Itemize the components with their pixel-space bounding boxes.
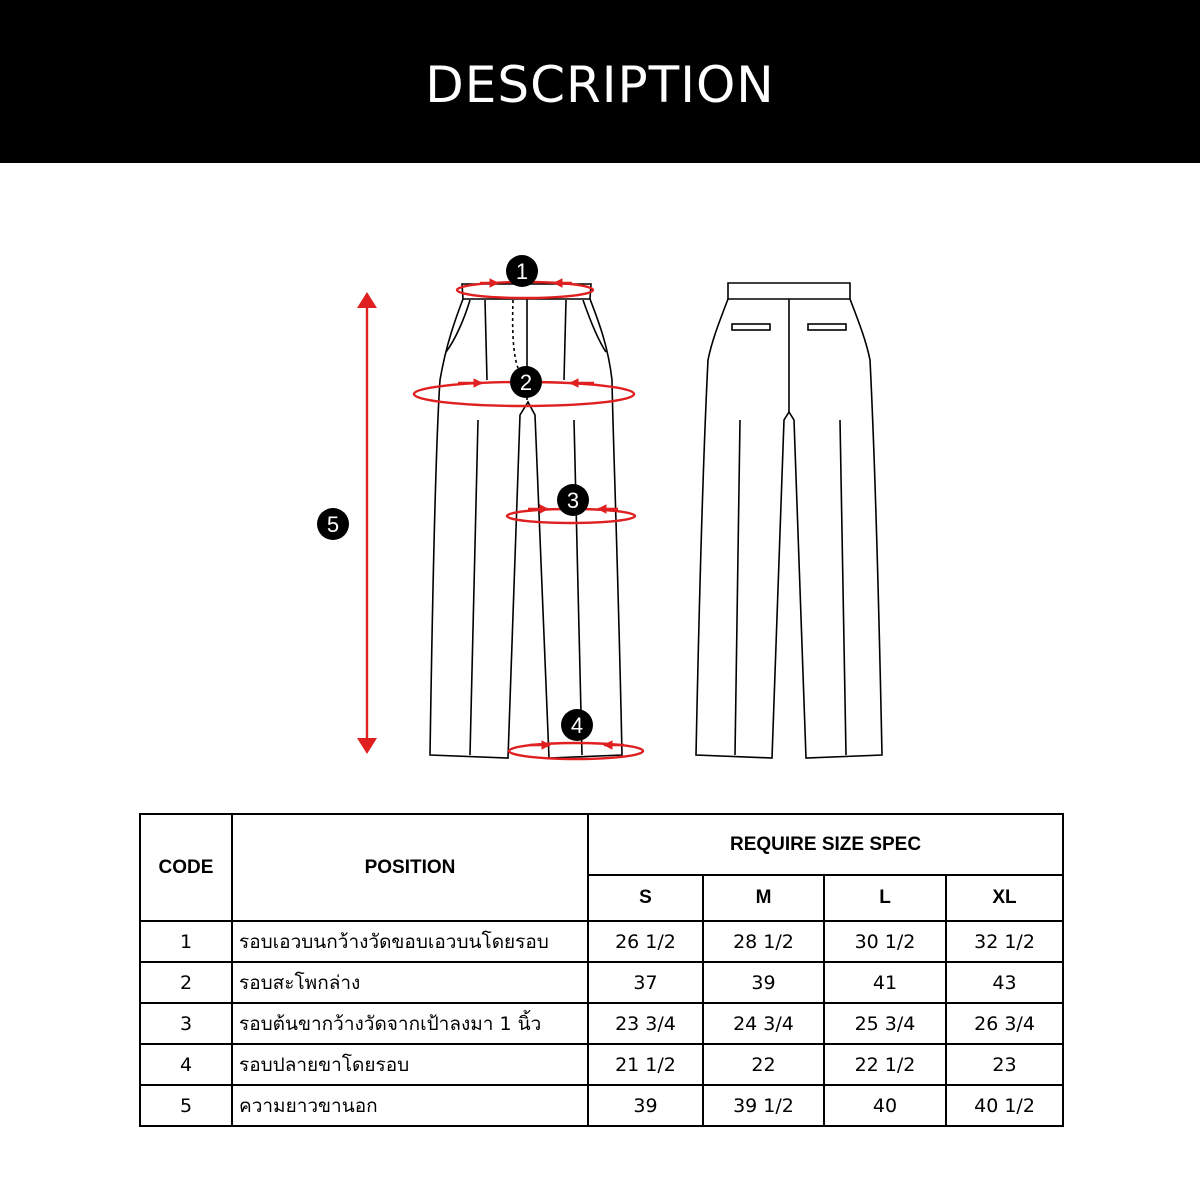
pants-diagram [0, 163, 1200, 803]
row-value-s: 37 [588, 962, 703, 1003]
row-code: 3 [140, 1003, 232, 1044]
row-code: 5 [140, 1085, 232, 1126]
header-size-s: S [588, 875, 703, 921]
table-row [140, 1085, 1063, 1126]
svg-text:1: 1 [515, 259, 529, 284]
header-code: CODE [140, 814, 232, 921]
page-title: DESCRIPTION [425, 55, 775, 114]
row-value-xl: 23 [946, 1044, 1063, 1085]
header-require-size-spec: REQUIRE SIZE SPEC [588, 814, 1063, 875]
row-code: 4 [140, 1044, 232, 1085]
header-size-l: L [824, 875, 946, 921]
table-row [140, 1003, 1063, 1044]
marker-badge-1 [506, 255, 538, 287]
row-value-m: 24 3/4 [703, 1003, 824, 1044]
row-value-m: 28 1/2 [703, 921, 824, 962]
header-size-xl: XL [946, 875, 1063, 921]
row-code: 1 [140, 921, 232, 962]
row-value-m: 39 [703, 962, 824, 1003]
measure-length [357, 292, 377, 754]
svg-text:5: 5 [326, 512, 340, 537]
row-position: รอบสะโพกล่าง [232, 962, 588, 1003]
row-value-m: 39 1/2 [703, 1085, 824, 1126]
row-value-l: 25 3/4 [824, 1003, 946, 1044]
row-value-xl: 43 [946, 962, 1063, 1003]
row-value-l: 22 1/2 [824, 1044, 946, 1085]
back-pants [696, 283, 882, 758]
row-value-m: 22 [703, 1044, 824, 1085]
row-value-l: 40 [824, 1085, 946, 1126]
row-position: ความยาวขานอก [232, 1085, 588, 1126]
row-position: รอบปลายขาโดยรอบ [232, 1044, 588, 1085]
table-row [140, 1044, 1063, 1085]
marker-badge-2 [510, 366, 542, 398]
marker-badge-5 [317, 508, 349, 540]
size-spec-table [139, 813, 1064, 1127]
table-row [140, 962, 1063, 1003]
header-size-m: M [703, 875, 824, 921]
row-value-s: 23 3/4 [588, 1003, 703, 1044]
header-banner [0, 0, 1200, 163]
row-value-xl: 40 1/2 [946, 1085, 1063, 1126]
row-value-s: 26 1/2 [588, 921, 703, 962]
svg-text:4: 4 [570, 713, 584, 738]
row-value-l: 30 1/2 [824, 921, 946, 962]
row-value-xl: 26 3/4 [946, 1003, 1063, 1044]
row-value-xl: 32 1/2 [946, 921, 1063, 962]
row-position: รอบต้นขากว้างวัดจากเป้าลงมา 1 นิ้ว [232, 1003, 588, 1044]
svg-text:2: 2 [519, 370, 533, 395]
row-value-l: 41 [824, 962, 946, 1003]
svg-text:3: 3 [566, 488, 580, 513]
marker-badge-4 [561, 709, 593, 741]
row-value-s: 21 1/2 [588, 1044, 703, 1085]
header-position: POSITION [232, 814, 588, 921]
marker-badge-3 [557, 484, 589, 516]
row-value-s: 39 [588, 1085, 703, 1126]
row-code: 2 [140, 962, 232, 1003]
row-position: รอบเอวบนกว้างวัดขอบเอวบนโดยรอบ [232, 921, 588, 962]
table-row [140, 921, 1063, 962]
